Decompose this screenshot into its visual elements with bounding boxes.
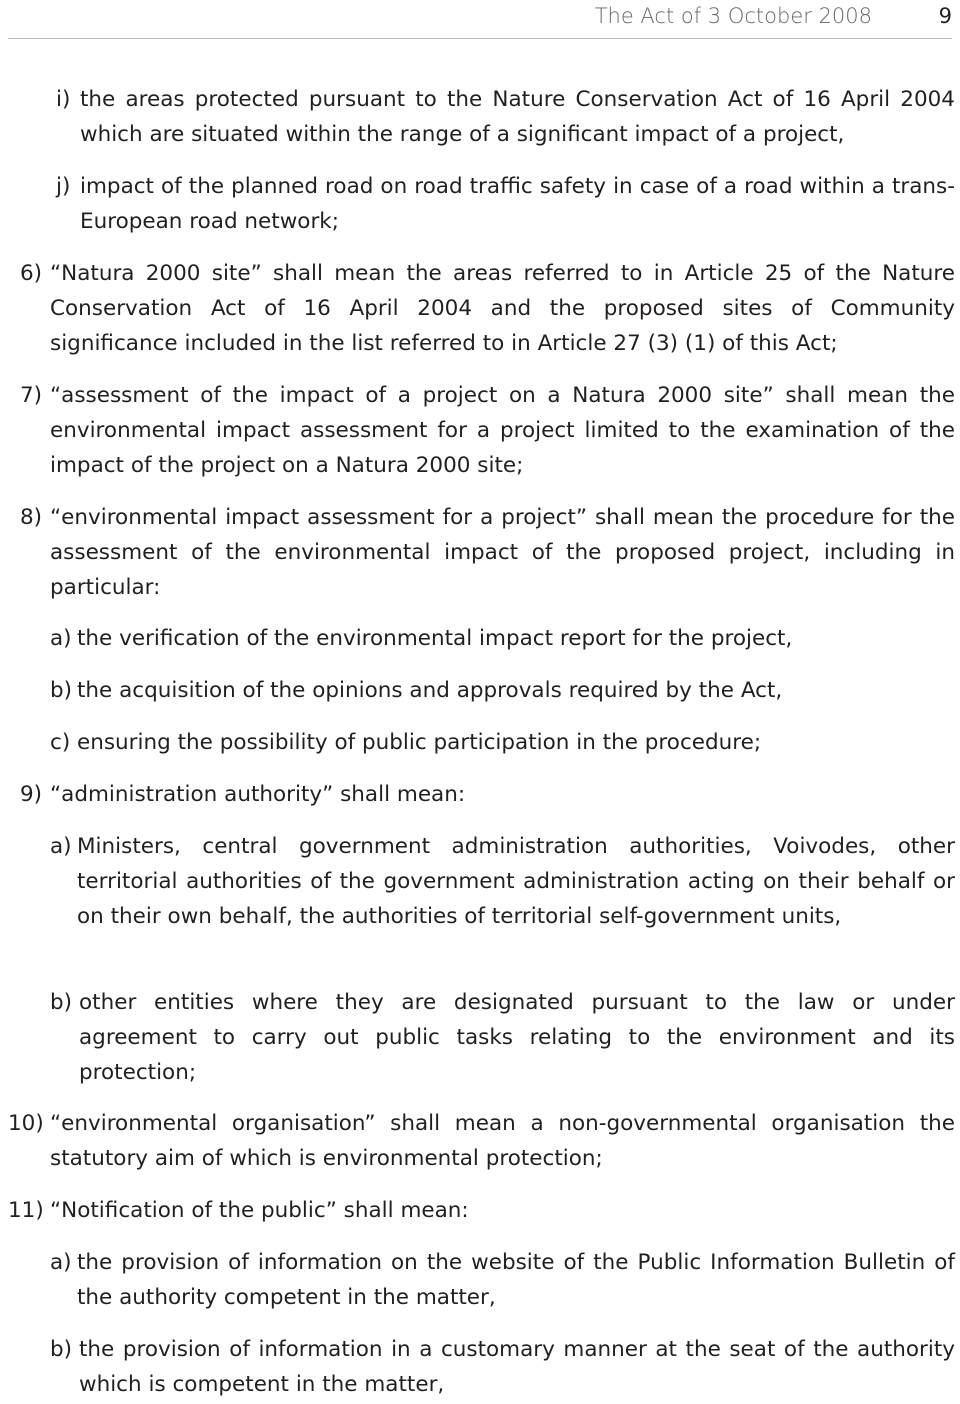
item-label: 11) xyxy=(8,1198,44,1223)
item-text: ensuring the possibility of public participation in the procedure; xyxy=(77,730,762,755)
item-text: “Natura 2000 site” shall mean the areas referred to in Article 25 of the Nature Conservation Act of 16 April 2004 and the proposed sites of Community significance included in the list referred to in Article 27 (3) (1) of this Act; xyxy=(50,261,955,356)
item-label: 8) xyxy=(20,505,43,530)
list-item-7 xyxy=(20,378,955,483)
item-text: the provision of information in a customary manner at the seat of the authority which is competent in the matter, xyxy=(79,1337,955,1397)
item-text: “environmental organisation” shall mean a non-governmental organisation the statutory aim of which is environmental protection; xyxy=(50,1111,955,1171)
item-label: i) xyxy=(56,87,71,112)
item-text: “administration authority” shall mean: xyxy=(50,782,466,807)
item-label: a) xyxy=(50,1250,72,1275)
page-number: 9 xyxy=(938,4,952,28)
item-label: c) xyxy=(50,730,71,755)
list-item-10 xyxy=(8,1106,955,1176)
list-item-j xyxy=(56,169,955,239)
item-label: b) xyxy=(50,678,73,703)
item-text: the verification of the environmental impact report for the project, xyxy=(77,626,793,651)
item-text: impact of the planned road on road traffic safety in case of a road within a trans-European road network; xyxy=(80,174,955,234)
item-text: the provision of information on the website of the Public Information Bulletin of the authority competent in the matter, xyxy=(77,1250,955,1310)
item-text: “environmental impact assessment for a project” shall mean the procedure for the assessment of the environmental impact of the proposed project, including in particular: xyxy=(50,505,955,600)
list-item-9 xyxy=(20,777,955,812)
item-label: a) xyxy=(50,834,72,859)
list-item-8a xyxy=(50,621,955,656)
item-label: a) xyxy=(50,626,72,651)
item-label: j) xyxy=(56,174,71,199)
page-header xyxy=(0,0,960,40)
item-text: the acquisition of the opinions and approvals required by the Act, xyxy=(77,678,783,703)
list-item-8c xyxy=(50,725,955,760)
item-text: the areas protected pursuant to the Nature Conservation Act of 16 April 2004 which are situated within the range of a significant impact of a project, xyxy=(80,87,955,147)
header-divider xyxy=(8,38,952,39)
item-text: Ministers, central government administration authorities, Voivodes, other territorial authorities of the government administration acting on their behalf or on their own behalf, the authorities of territorial self-government units, xyxy=(77,834,955,929)
item-text: “Notification of the public” shall mean: xyxy=(50,1198,469,1223)
list-item-9b xyxy=(50,985,955,1090)
running-title: The Act of 3 October 2008 xyxy=(594,4,872,28)
list-item-11b xyxy=(50,1332,955,1402)
list-item-8 xyxy=(20,500,955,605)
list-item-i xyxy=(56,82,955,152)
item-label: b) xyxy=(50,990,73,1015)
item-text: “assessment of the impact of a project on a Natura 2000 site” shall mean the environmental impact assessment for a project limited to the examination of the impact of the project on a Natura 2000 site; xyxy=(50,383,955,478)
item-text: other entities where they are designated pursuant to the law or under agreement to carry out public tasks relating to the environment and its protection; xyxy=(79,990,955,1085)
item-label: 6) xyxy=(20,261,43,286)
item-label: b) xyxy=(50,1337,73,1362)
list-item-11a xyxy=(50,1245,955,1315)
item-label: 9) xyxy=(20,782,43,807)
list-item-11 xyxy=(8,1193,955,1228)
list-item-6 xyxy=(20,256,955,361)
list-item-8b xyxy=(50,673,955,708)
list-item-9a xyxy=(50,829,955,934)
item-label: 10) xyxy=(8,1111,44,1136)
item-label: 7) xyxy=(20,383,43,408)
